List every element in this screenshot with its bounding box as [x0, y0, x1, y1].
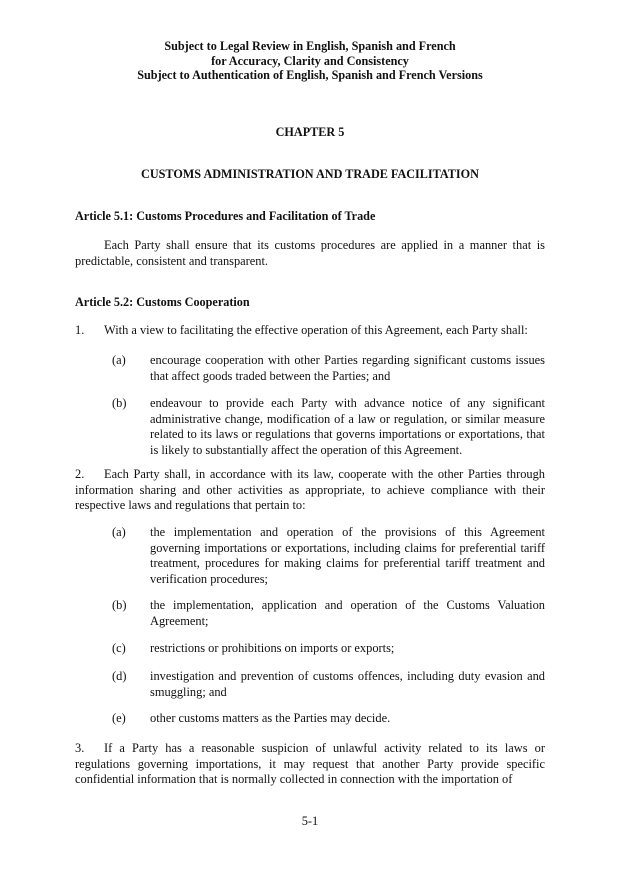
list-item — [112, 396, 545, 458]
chapter-title: CUSTOMS ADMINISTRATION AND TRADE FACILITATION — [141, 167, 479, 181]
article-5-2-paragraph-2 — [75, 467, 545, 514]
list-item-text: the implementation, application and operation of the Customs Valuation Agreement; — [150, 598, 545, 628]
article-5-2-paragraph-1 — [75, 323, 545, 339]
list-item — [112, 353, 545, 384]
article-5-1-text: Each Party shall ensure that its customs procedures are applied in a manner that is predictable, consistent and transparent. — [75, 238, 545, 268]
list-item-text: the implementation and operation of the provisions of this Agreement governing importations or exportations, including claims for preferential tariff treatment, procedures for making claims for preferential tariff treatment and verification procedures; — [150, 525, 545, 586]
paragraph-text: If a Party has a reasonable suspicion of unlawful activity related to its laws or regulations governing importations, it may request that another Party provide specific confidential information that is normally collected in connection with the importation of — [75, 741, 545, 786]
article-5-2-paragraph-3 — [75, 741, 545, 788]
list-item — [112, 711, 545, 727]
chapter-number: CHAPTER 5 — [275, 125, 345, 139]
paragraph-number: 3. — [75, 741, 85, 755]
list-item-text: endeavour to provide each Party with advance notice of any significant administrative change, modification of a law or regulation, or similar measure related to its laws or regulations that governs importations or exportations, that is likely to substantially affect the operation of this Agreement. — [150, 396, 545, 457]
list-item-text: encourage cooperation with other Parties regarding significant customs issues that affect goods traded between the Parties; and — [150, 353, 545, 383]
article-5-2-heading: Article 5.2: Customs Cooperation — [75, 295, 250, 309]
list-item-label: (a) — [112, 353, 126, 367]
header-line-3: Subject to Authentication of English, Spanish and French Versions — [137, 68, 483, 82]
list-item-label: (e) — [112, 711, 126, 725]
article-5-1-heading: Article 5.1: Customs Procedures and Facilitation of Trade — [75, 209, 376, 223]
header-line-1: Subject to Legal Review in English, Spanish and French — [164, 39, 456, 53]
list-item — [112, 525, 545, 587]
list-item — [112, 598, 545, 629]
list-item-text: other customs matters as the Parties may decide. — [150, 711, 391, 725]
list-item-label: (b) — [112, 598, 127, 612]
paragraph-number: 2. — [75, 467, 85, 481]
list-item-text: restrictions or prohibitions on imports or exports; — [150, 641, 395, 655]
list-item — [112, 669, 545, 700]
list-item-text: investigation and prevention of customs offences, including duty evasion and smuggling; and — [150, 669, 545, 699]
paragraph-text: With a view to facilitating the effective operation of this Agreement, each Party shall: — [104, 323, 528, 337]
list-item — [112, 641, 545, 657]
header-line-2: for Accuracy, Clarity and Consistency — [211, 53, 409, 68]
list-item-label: (d) — [112, 669, 127, 683]
paragraph-number: 1. — [75, 323, 85, 337]
list-item-label: (c) — [112, 641, 126, 655]
paragraph-text: Each Party shall, in accordance with its law, cooperate with the other Parties through information sharing and other activities as appropriate, to achieve compliance with their respective laws and regulations that pertain to: — [75, 467, 545, 512]
list-item-label: (b) — [112, 396, 127, 410]
page-number: 5-1 — [301, 814, 319, 828]
review-notice-header — [75, 39, 545, 83]
list-item-label: (a) — [112, 525, 126, 539]
